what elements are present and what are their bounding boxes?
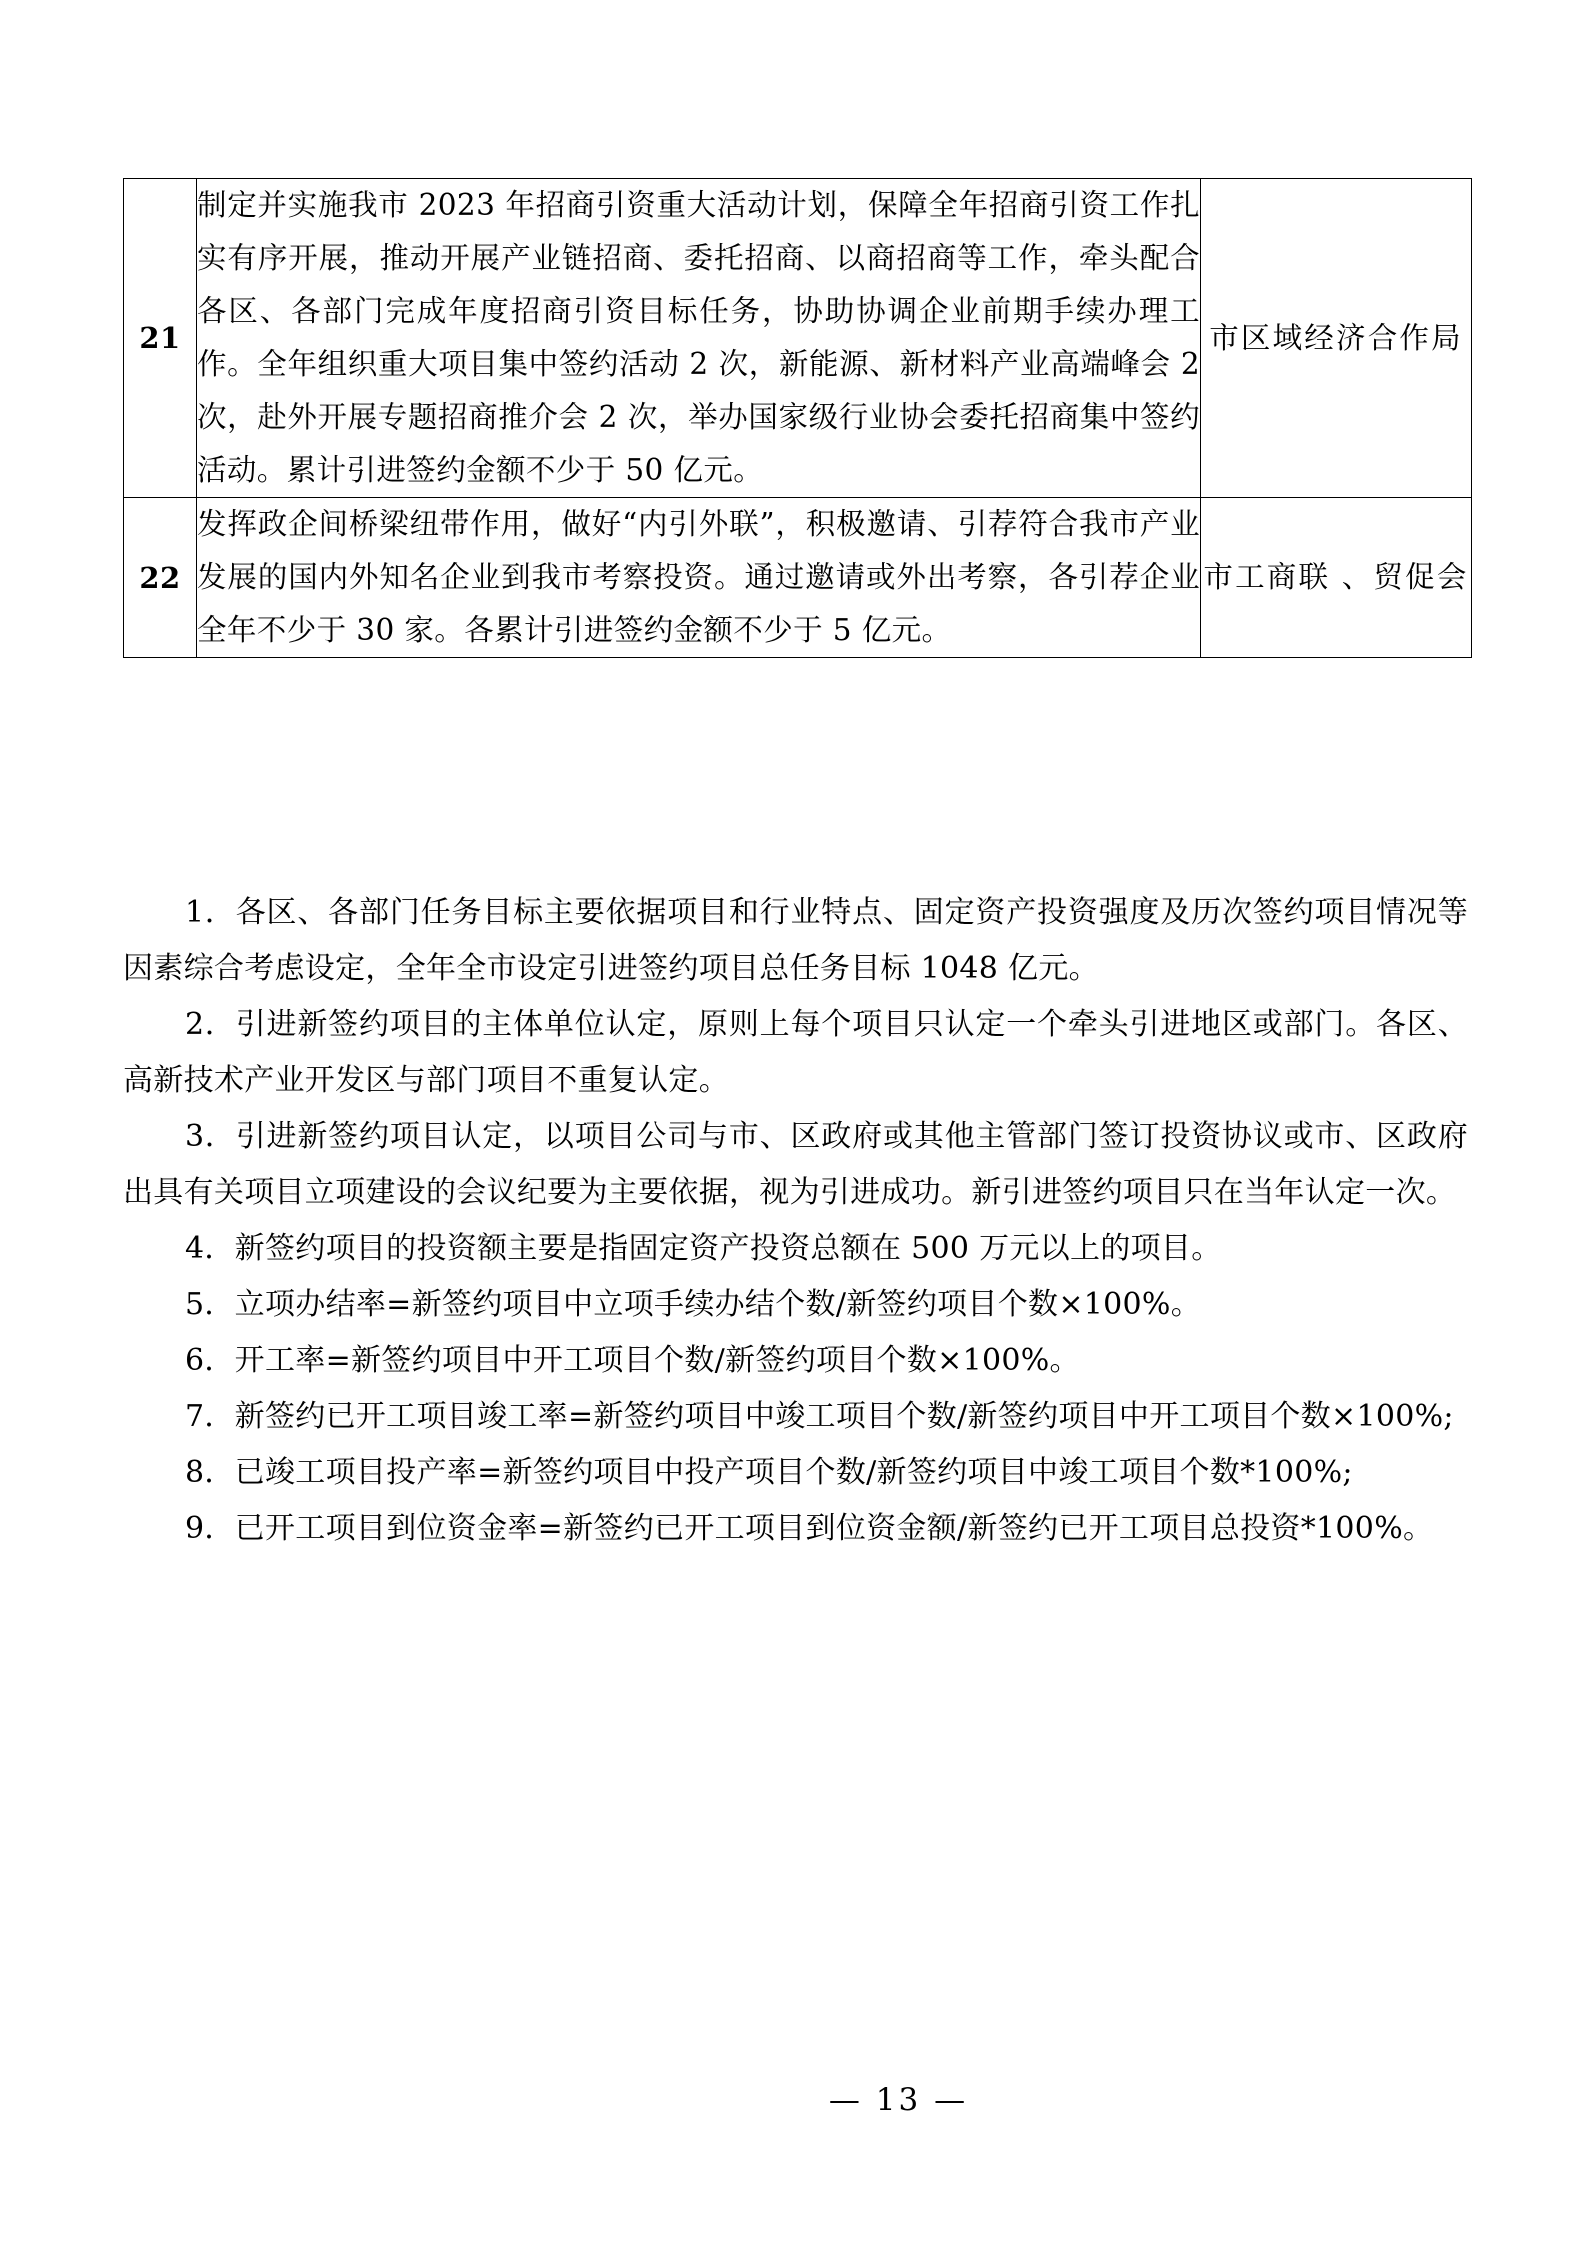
task-description-cell: 制定并实施我市 2023 年招商引资重大活动计划，保障全年招商引资工作扎实有序开展，推动开展产业链招商、委托招商、以商招商等工作，牵头配合各区、各部门完成年度招商引资目标任务，协助协调企业前期手续办理工作。全年组织重大项目集中签约活动 2 次，新能源、新材料产业高端峰会 2 次，赴外开展专题招商推介会 2 次，举办国家级行业协会委托招商集中签约活动。累计引进签约金额不少于 50 亿元。 xyxy=(197,179,1201,498)
responsible-department-cell: 市区域经济合作局 xyxy=(1201,179,1472,498)
responsible-department-cell: 市工商联 、贸促会 xyxy=(1201,498,1472,658)
note-item: 8．已竣工项目投产率=新签约项目中投产项目个数/新签约项目中竣工项目个数*100%; xyxy=(185,1455,1353,1490)
row-number-cell: 22 xyxy=(124,498,197,658)
table-row xyxy=(124,179,1472,498)
note-item: 5．立项办结率=新签约项目中立项手续办结个数/新签约项目个数×100%。 xyxy=(185,1287,1202,1322)
task-description-cell: 发挥政企间桥梁纽带作用，做好“内引外联”，积极邀请、引荐符合我市产业发展的国内外知名企业到我市考察投资。通过邀请或外出考察，各引荐企业全年不少于 30 家。各累计引进签约金额不少于 5 亿元。 xyxy=(197,498,1201,658)
note-item: 9．已开工项目到位资金率=新签约已开工项目到位资金额/新签约已开工项目总投资*100%。 xyxy=(185,1511,1434,1546)
note-item: 6．开工率=新签约项目中开工项目个数/新签约项目个数×100%。 xyxy=(185,1343,1080,1378)
note-item: 4．新签约项目的投资额主要是指固定资产投资总额在 500 万元以上的项目。 xyxy=(185,1231,1222,1266)
row-number-cell: 21 xyxy=(124,179,197,498)
note-item: 2．引进新签约项目的主体单位认定，原则上每个项目只认定一个牵头引进地区或部门。各区、高新技术产业开发区与部门项目不重复认定。 xyxy=(123,1007,1468,1098)
task-assignment-table xyxy=(123,178,1472,658)
note-item: 1．各区、各部门任务目标主要依据项目和行业特点、固定资产投资强度及历次签约项目情况等因素综合考虑设定，全年全市设定引进签约项目总任务目标 1048 亿元。 xyxy=(123,895,1468,986)
note-item: 3．引进新签约项目认定，以项目公司与市、区政府或其他主管部门签订投资协议或市、区政府出具有关项目立项建设的会议纪要为主要依据，视为引进成功。新引进签约项目只在当年认定一次。 xyxy=(123,1119,1468,1210)
table-row xyxy=(124,498,1472,658)
page-number: — 13 — xyxy=(828,2082,969,2118)
notes-section xyxy=(123,885,1468,1557)
note-item: 7．新签约已开工项目竣工率=新签约项目中竣工项目个数/新签约项目中开工项目个数×100%; xyxy=(185,1399,1454,1434)
